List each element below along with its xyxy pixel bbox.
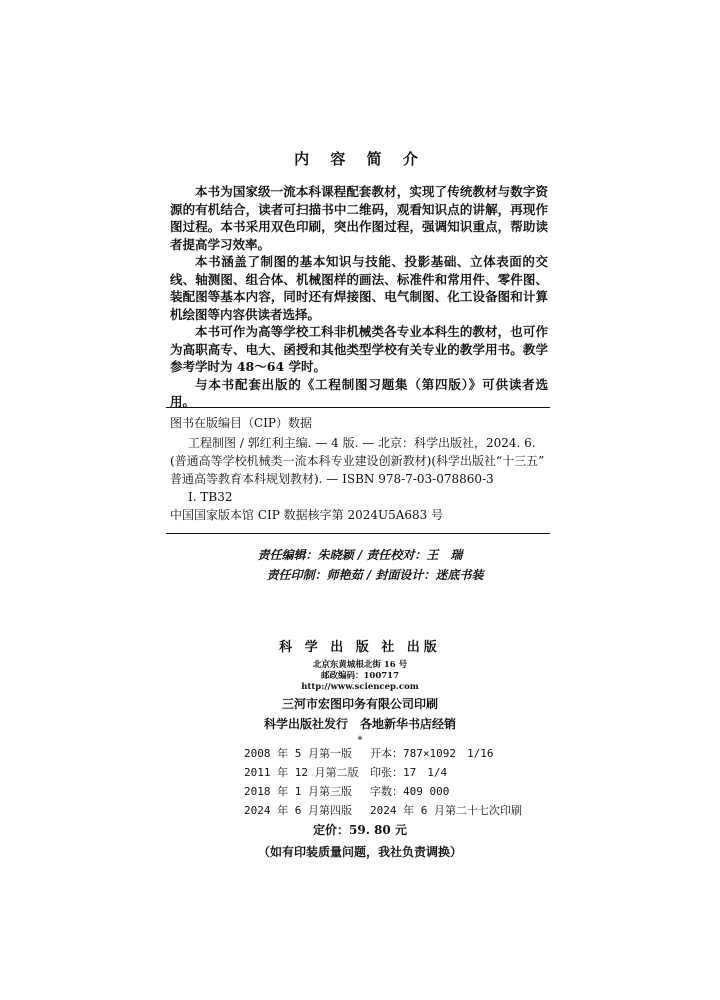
edition-date: 2008 年 5 月第一版 <box>244 747 352 760</box>
intro-paragraph: 本书涵盖了制图的基本知识与技能、投影基础、立体表面的交线、轴测图、组合体、机械图样的画法、标准件和常用件、零件图、装配图等基本内容，同时还有焊接图、电气制图、化工设备图和计算机绘图等内容供读者选择。 <box>170 254 548 322</box>
cip-line: (普通高等学校机械类一流本科专业建设创新教材)(科学出版社“十三五” <box>170 454 545 468</box>
staff-line: 责任印制：师艳茹 / 封面设计：迷底书装 <box>266 568 484 582</box>
publisher-name: 科 学 出 版 社 出版 <box>279 640 441 655</box>
cip-line: Ⅰ. TB32 <box>188 490 233 504</box>
section-title: 内 容 简 介 <box>294 150 426 168</box>
price-block <box>0 820 720 862</box>
edition-date: 2018 年 1 月第三版 <box>244 785 352 798</box>
intro-paragraph: 本书为国家级一流本科课程配套教材，实现了传统教材与数字资源的有机结合，读者可扫描书中二维码，观看知识点的讲解，再现作图过程。本书采用双色印刷，突出作图过程，强调知识重点，帮助读者提高学习效率。 <box>170 184 548 252</box>
edition-row <box>244 763 522 782</box>
intro-section <box>170 183 548 411</box>
edition-row <box>244 782 522 801</box>
divider-top <box>166 407 550 408</box>
publisher-website: http://www.sciencep.com <box>301 682 419 692</box>
edition-detail: 2024 年 6 月第二十七次印刷 <box>370 804 522 817</box>
publication-info <box>0 640 720 746</box>
publisher-address: 北京东黄城根北街 16 号 <box>312 660 408 670</box>
staff-line: 责任编辑：朱晓颖 / 责任校对：王 瑞 <box>257 548 463 562</box>
staff-credits <box>0 545 720 585</box>
edition-row <box>244 744 522 763</box>
intro-paragraph: 与本书配套出版的《工程制图习题集（第四版）》可供读者选用。 <box>170 376 548 409</box>
printer-name: 三河市宏图印务有限公司印刷 <box>281 697 438 711</box>
intro-paragraph: 本书可作为高等学校工科非机械类各专业本科生的教材，也可作为高职高专、电大、函授和其他类型学校有关专业的教学用书。教学参考学时为 48～64 学时。 <box>170 324 548 374</box>
distribution-info: 科学出版社发行 各地新华书店经销 <box>263 717 456 731</box>
edition-date: 2011 年 12 月第二版 <box>244 766 359 779</box>
edition-detail: 字数：409 000 <box>370 785 450 798</box>
quality-notice: （如有印装质量问题，我社负责调换） <box>257 845 462 859</box>
edition-history <box>244 744 522 820</box>
price-label: 定价：59. 80 元 <box>313 823 407 837</box>
edition-date: 2024 年 6 月第四版 <box>244 804 352 817</box>
cip-block <box>170 414 550 524</box>
edition-detail: 开本：787×1092 1/16 <box>370 747 494 760</box>
cip-heading: 图书在版编目（CIP）数据 <box>170 416 312 430</box>
cip-line: 中国国家版本馆 CIP 数据核字第 2024U5A683 号 <box>170 508 444 522</box>
edition-detail: 印张：17 1/4 <box>370 766 448 779</box>
edition-row <box>244 801 522 820</box>
cip-line: 工程制图 / 郭红利主编. — 4 版. — 北京：科学出版社，2024. 6. <box>188 436 536 450</box>
cip-line: 普通高等教育本科规划教材). — ISBN 978-7-03-078860-3 <box>170 472 494 486</box>
publisher-postcode: 邮政编码：100717 <box>321 671 399 681</box>
divider-bottom <box>166 533 550 534</box>
separator-star: * <box>357 735 363 746</box>
